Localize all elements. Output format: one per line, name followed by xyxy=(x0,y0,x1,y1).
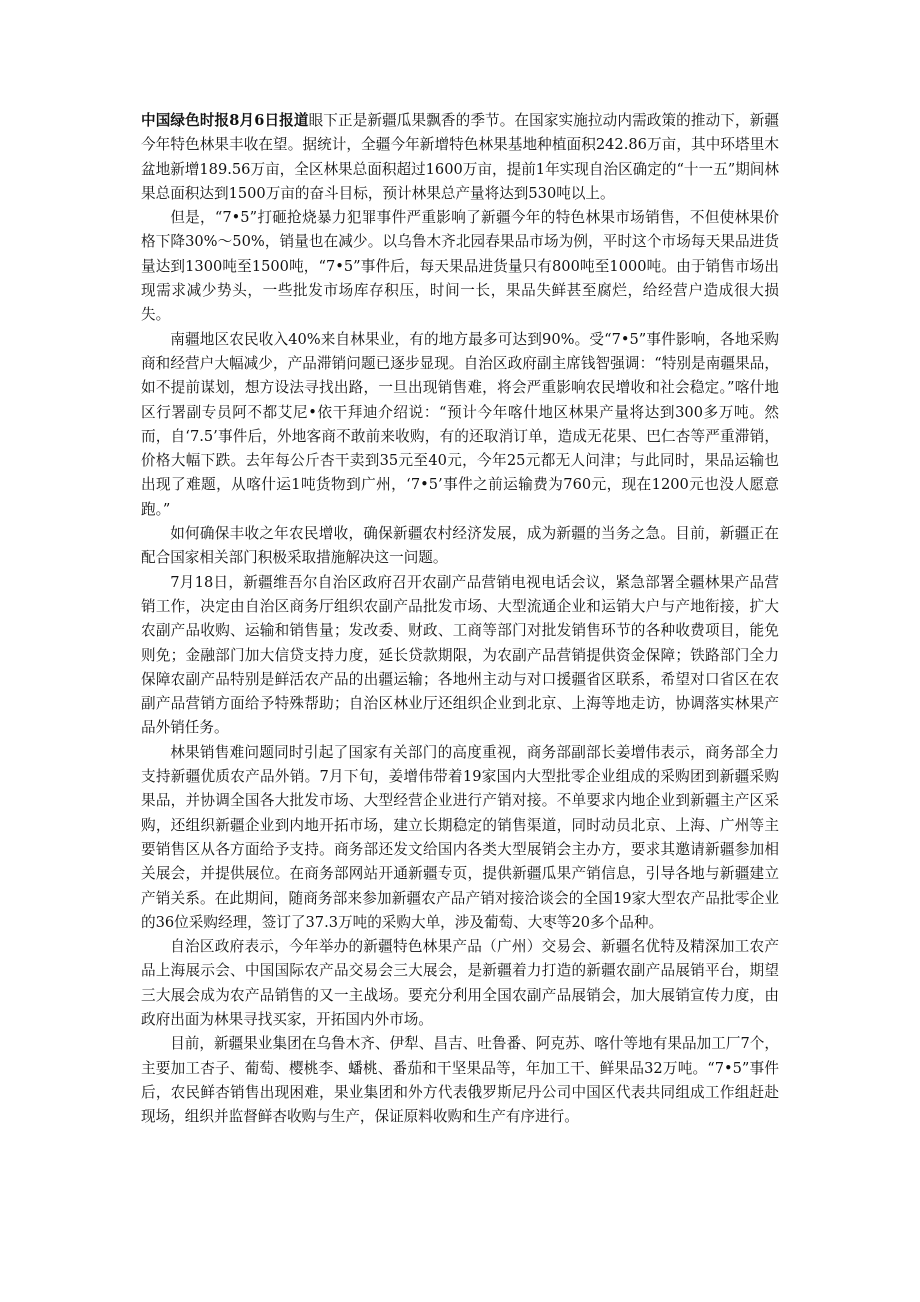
article-paragraph-8: 目前，新疆果业集团在乌鲁木齐、伊犁、昌吉、吐鲁番、阿克苏、喀什等地有果品加工厂7个，主要加工杏子、葡萄、樱桃李、蟠桃、番茄和干坚果品等，年加工干、鲜果品32万吨。“7•5”事件后，农民鲜杏销售出现困难，果业集团和外方代表俄罗斯尼丹公司中国区代表共同组成工作组赶赴现场，组织并监督鲜杏收购与生产，保证原料收购和生产有序进行。 xyxy=(141,1035,779,1126)
article-paragraph-2: 但是，“7•5”打砸抢烧暴力犯罪事件严重影响了新疆今年的特色林果市场销售，不但使林果价格下降30%～50%，销量也在减少。以乌鲁木齐北园春果品市场为例，平时这个市场每天果品进货量达到1300吨至1500吨，“7•5”事件后，每天果品进货量只有800吨至1000吨。由于销售市场出现需求减少势头，一些批发市场库存积压，时间一长，果品失鲜甚至腐烂，给经营户造成很大损失。 xyxy=(141,209,779,324)
article-body xyxy=(141,109,779,1129)
article-paragraph-7: 自治区政府表示，今年举办的新疆特色林果产品（广州）交易会、新疆名优特及精深加工农产品上海展示会、中国国际农产品交易会三大展会，是新疆着力打造的新疆农副产品展销平台，期望三大展会成为农产品销售的又一主战场。要充分利用全国农副产品展销会，加大展销宣传力度，由政府出面为林果寻找买家，开拓国内外市场。 xyxy=(141,938,779,1028)
article-paragraph-5: 7月18日，新疆维吾尔自治区政府召开农副产品营销电视电话会议，紧急部署全疆林果产品营销工作，决定由自治区商务厅组织农副产品批发市场、大型流通企业和运销大户与产地衔接，扩大农副产品收购、运输和销售量；发改委、财政、工商等部门对批发销售环节的各种收费项目，能免则免；金融部门加大信贷支持力度，延长贷款期限，为农副产品营销提供资金保障；铁路部门全力保障农副产品特别是鲜活农产品的出疆运输；各地州主动与对口援疆省区联系，希望对口省区在农副产品营销方面给予特殊帮助；自治区林业厅还组织企业到北京、上海等地走访，协调落实林果产品外销任务。 xyxy=(141,573,779,737)
paragraph-text: 眼下正是新疆瓜果飘香的季节。在国家实施拉动内需政策的推动下，新疆今年特色林果丰收在望。据统计，全疆今年新增特色林果基地种植面积242.86万亩，其中环塔里木盆地新增189.56万亩，全区林果总面积超过1600万亩，提前1年实现自治区确定的“十一五”期间林果总面积达到1500万亩的奋斗目标，预计林果总产量将达到530吨以上。 xyxy=(141,112,779,202)
article-paragraph-4: 如何确保丰收之年农民增收，确保新疆农村经济发展，成为新疆的当务之急。目前，新疆正在配合国家相关部门积极采取措施解决这一问题。 xyxy=(141,525,779,567)
article-paragraph-3: 南疆地区农民收入40%来自林果业，有的地方最多可达到90%。受“7•5”事件影响，各地采购商和经营户大幅减少，产品滞销问题已逐步显现。自治区政府副主席钱智强调：“特别是南疆果品，如不提前谋划，想方设法寻找出路，一旦出现销售难，将会严重影响农民增收和社会稳定。”喀什地区行署副专员阿不都艾尼•依干拜迪介绍说：“预计今年喀什地区林果产量将达到300多万吨。然而，自‘7.5’事件后，外地客商不敢前来收购，有的还取消订单，造成无花果、巴仁杏等严重滞销，价格大幅下跌。去年每公斤杏干卖到35元至40元，今年25元都无人问津；与此同时，果品运输也出现了难题，从喀什运1吨货物到广州，‘7•5’事件之前运输费为760元，现在1200元也没人愿意跑。” xyxy=(141,330,779,518)
article-paragraph-6: 林果销售难问题同时引起了国家有关部门的高度重视，商务部副部长姜增伟表示，商务部全力支持新疆优质农产品外销。7月下旬，姜增伟带着19家国内大型批零企业组成的采购团到新疆采购果品，并协调全国各大批发市场、大型经营企业进行产销对接。不单要求内地企业到新疆主产区采购，还组织新疆企业到内地开拓市场，建立长期稳定的销售渠道，同时动员北京、上海、广州等主要销售区从各方面给予支持。商务部还发文给国内各类大型展销会主办方，要求其邀请新疆参加相关展会，并提供展位。在商务部网站开通新疆专页，提供新疆瓜果产销信息，引导各地与新疆建立产销关系。在此期间，随商务部来参加新疆农产品产销对接洽谈会的全国19家大型农产品批零企业的36位采购经理，签订了37.3万吨的采购大单，涉及葡萄、大枣等20多个品种。 xyxy=(141,743,779,931)
article-paragraph-1 xyxy=(141,109,779,206)
article-dateline: 中国绿色时报8月6日报道 xyxy=(141,112,309,129)
